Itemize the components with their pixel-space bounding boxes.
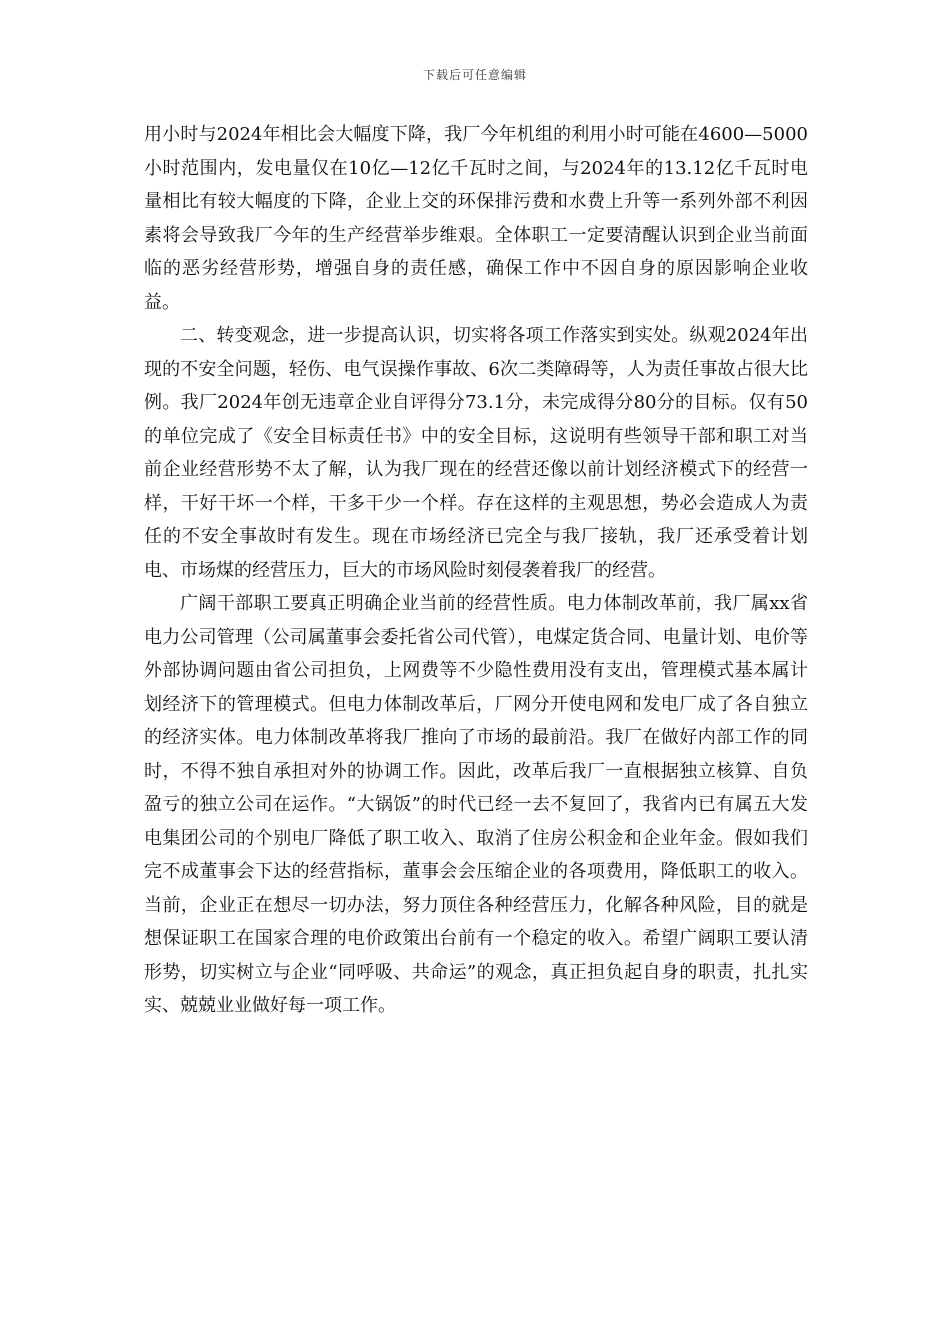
document-body [144,118,808,1023]
paragraph-3: 广阔干部职工要真正明确企业当前的经营性质。电力体制改革前，我厂属xx省电力公司管理（公司属董事会委托省公司代管），电煤定货合同、电量计划、电价等外部协调问题由省公司担负，上网费等不少隐性费用没有支出，管理模式基本属计划经济下的管理模式。但电力体制改革后，厂网分开使电网和发电厂成了各自独立的经济实体。电力体制改革将我厂推向了市场的最前沿。我厂在做好内部工作的同时，不得不独自承担对外的协调工作。因此，改革后我厂一直根据独立核算、自负盈亏的独立公司在运作。“大锅饭”的时代已经一去不复回了，我省内已有属五大发电集团公司的个别电厂降低了职工收入、取消了住房公积金和企业年金。假如我们完不成董事会下达的经营指标，董事会会压缩企业的各项费用，降低职工的收入。当前，企业正在想尽一切办法，努力顶住各种经营压力，化解各种风险，目的就是想保证职工在国家合理的电价政策出台前有一个稳定的收入。希望广阔职工要认清形势，切实树立与企业“同呼吸、共命运”的观念，真正担负起自身的职责，扎扎实实、兢兢业业做好每一项工作。 [144,593,808,1016]
page-header: 下载后可任意编辑 [422,68,527,82]
paragraph-1: 用小时与2024年相比会大幅度下降，我厂今年机组的利用小时可能在4600—5000小时范围内，发电量仅在10亿—12亿千瓦时之间，与2024年的13.12亿千瓦时电量相比有较大幅度的下降，企业上交的环保排污费和水费上升等一系列外部不利因素将会导致我厂今年的生产经营举步维艰。全体职工一定要清醒认识到企业当前面临的恶劣经营形势，增强自身的责任感，确保工作中不因自身的原因影响企业收益。 [144,124,808,313]
paragraph-2: 二、转变观念，进一步提高认识，切实将各项工作落实到实处。纵观2024年出现的不安全问题，轻伤、电气误操作事故、6次二类障碍等，人为责任事故占很大比例。我厂2024年创无违章企业自评得分73.1分，未完成得分80分的目标。仅有50的单位完成了《安全目标责任书》中的安全目标，这说明有些领导干部和职工对当前企业经营形势不太了解，认为我厂现在的经营还像以前计划经济模式下的经营一样，干好干坏一个样，干多干少一个样。存在这样的主观思想，势必会造成人为责任的不安全事故时有发生。现在市场经济已完全与我厂接轨，我厂还承受着计划电、市场煤的经营压力，巨大的市场风险时刻侵袭着我厂的经营。 [144,325,808,581]
